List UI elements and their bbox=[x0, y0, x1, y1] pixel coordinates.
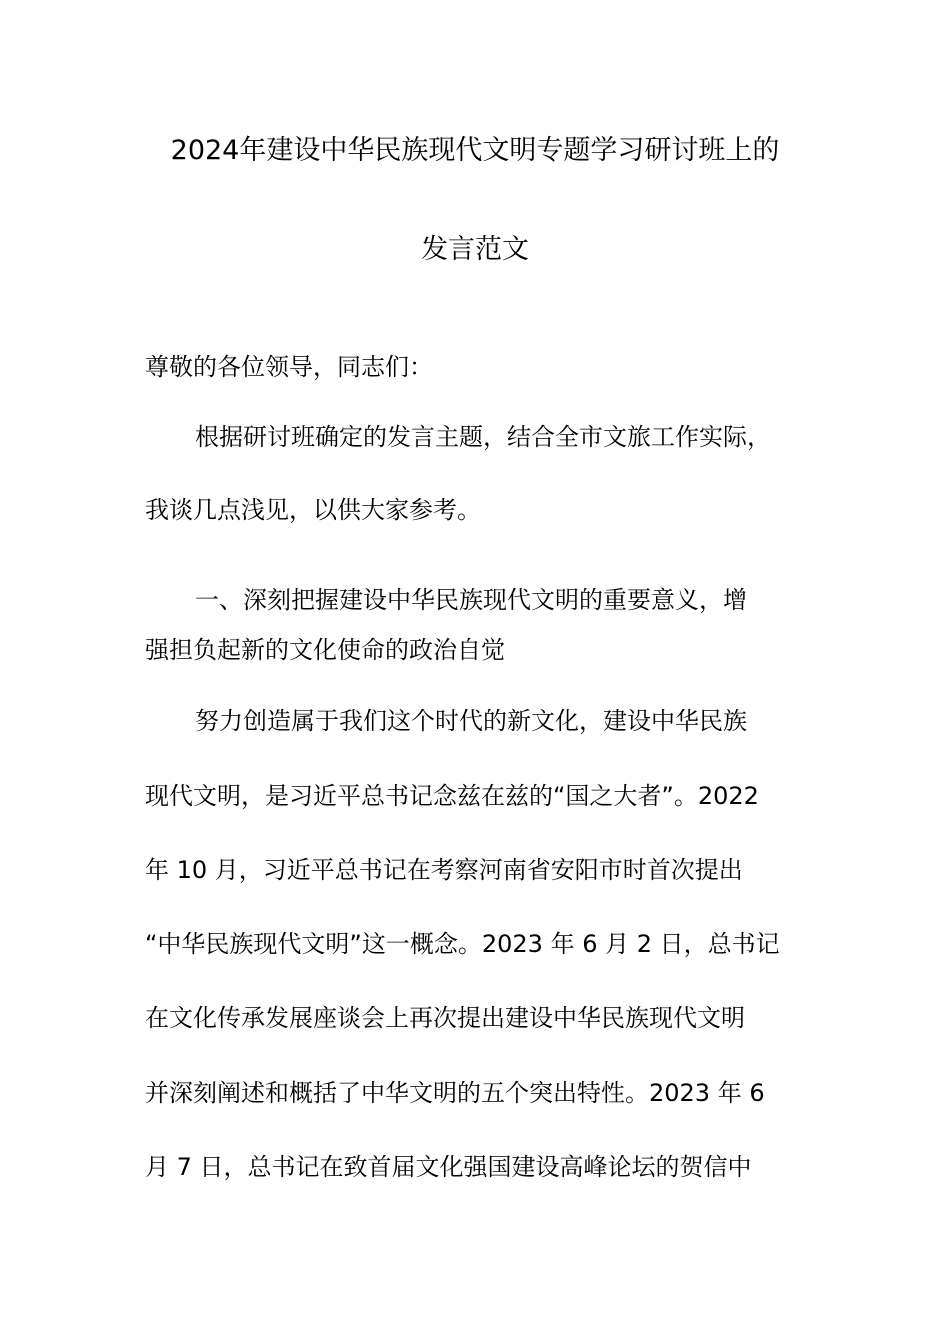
body-line-6: 并深刻阐述和概括了中华文明的五个突出特性。2023 年 6 bbox=[145, 1079, 765, 1107]
body-line-2: 现代文明，是习近平总书记念兹在兹的“国之大者”。2022 bbox=[145, 782, 759, 810]
intro-line-1: 根据研讨班确定的发言主题，结合全市文旅工作实际， bbox=[195, 423, 771, 451]
document-title-line-2: 发言范文 bbox=[421, 234, 529, 265]
salutation: 尊敬的各位领导，同志们： bbox=[145, 353, 433, 381]
body-line-5: 在文化传承发展座谈会上再次提出建设中华民族现代文明 bbox=[145, 1004, 745, 1032]
body-line-1: 努力创造属于我们这个时代的新文化，建设中华民族 bbox=[195, 707, 747, 735]
section-heading-line-1: 一、深刻把握建设中华民族现代文明的重要意义，增 bbox=[195, 586, 747, 614]
body-line-3: 年 10 月，习近平总书记在考察河南省安阳市时首次提出 bbox=[145, 856, 743, 884]
intro-line-2: 我谈几点浅见，以供大家参考。 bbox=[145, 496, 481, 524]
body-line-4: “中华民族现代文明”这一概念。2023 年 6 月 2 日，总书记 bbox=[145, 930, 780, 958]
section-heading-line-2: 强担负起新的文化使命的政治自觉 bbox=[145, 636, 505, 664]
body-line-7: 月 7 日，总书记在致首届文化强国建设高峰论坛的贺信中 bbox=[145, 1153, 752, 1181]
document-title-line-1: 2024年建设中华民族现代文明专题学习研讨班上的 bbox=[170, 135, 780, 166]
